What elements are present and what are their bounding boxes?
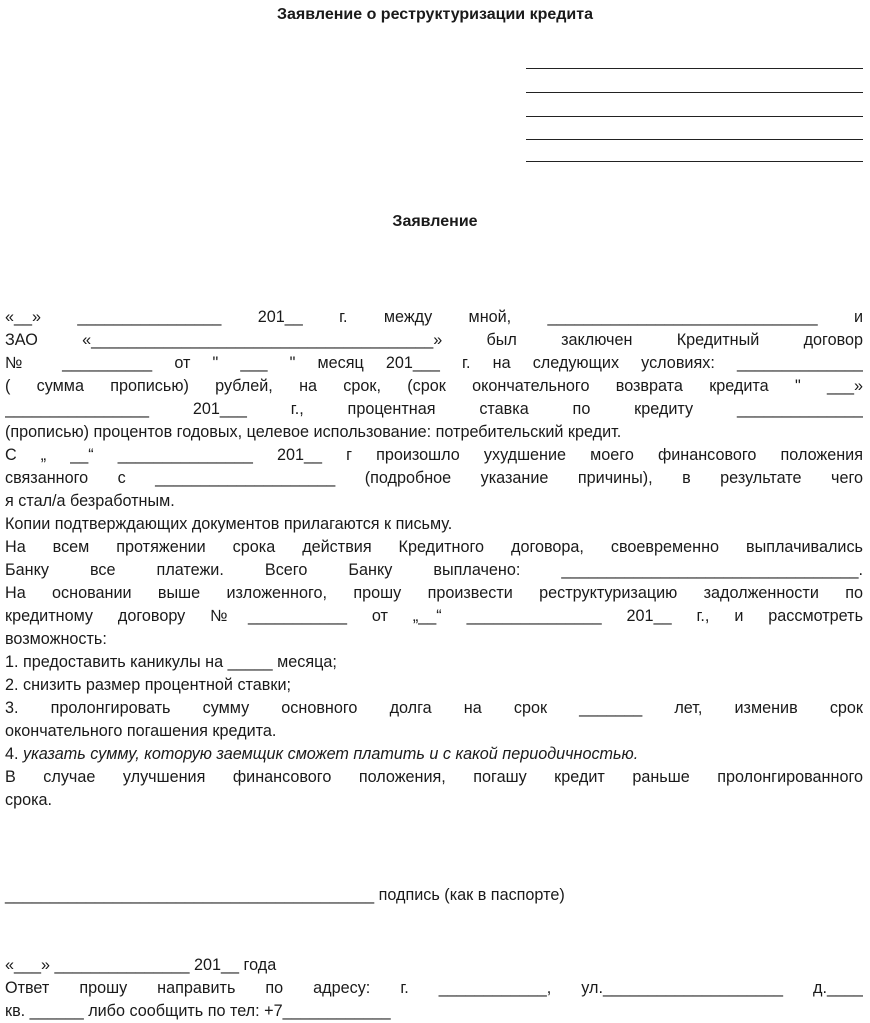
body-line: ( сумма прописью) рублей, на срок, (срок окончательного возврата кредита " ___»	[5, 377, 863, 395]
body-line: 1. предоставить каникулы на _____ месяца;	[5, 653, 337, 671]
body-line: кредитному договору №___________ от „__“ _______________ 201__ г., и рассмотреть	[5, 607, 863, 625]
body-line: ЗАО «______________________________________» был заключен Кредитный договор	[5, 331, 863, 349]
body-line: 2. снизить размер процентной ставки;	[5, 676, 292, 694]
body-line-italic	[5, 743, 863, 766]
phone-line: кв. ______ либо сообщить по тел: +7____________	[5, 1002, 391, 1020]
body-line: С „ __“ _______________ 201__ г произошло ухудшение моего финансового положения	[5, 446, 863, 464]
italic-text: указать сумму, которую заемщик сможет платить и с какой периодичностью.	[23, 745, 639, 763]
body-line: Банку все платежи. Всего Банку выплачено: _________________________________.	[5, 561, 863, 579]
body-line: срока.	[5, 791, 53, 809]
body-line: На основании выше изложенного, прошу произвести реструктуризацию задолженности по	[5, 584, 863, 602]
body-line: В случае улучшения финансового положения, погашу кредит раньше пролонгированного	[5, 768, 863, 786]
body-line: На всем протяжении срока действия Кредитного договора, своевременно выплачивались	[5, 538, 863, 556]
address-line: Ответ прошу направить по адресу: г. ____________, ул.____________________ д.____	[5, 979, 863, 997]
body-line: связанного с ____________________ (подробное указание причины), в результате чего	[5, 469, 863, 487]
body-line: ________________ 201___ г., процентная ставка по кредиту ______________	[5, 400, 863, 418]
body-line: возможность:	[5, 630, 107, 648]
signature-line: _________________________________________ подпись (как в паспорте)	[5, 886, 565, 904]
body-line: «__» ________________ 201__ г. между мной, ______________________________ и	[5, 308, 863, 326]
list-number: 4.	[5, 745, 23, 763]
body-line: № __________ от " ___ " месяц 201___ г. на следующих условиях: ______________	[5, 354, 863, 372]
body-line: окончательного погашения кредита.	[5, 722, 277, 740]
body-line: Копии подтверждающих документов прилагаются к письму.	[5, 515, 453, 533]
body-line: я стал/а безработным.	[5, 492, 175, 510]
body-line: (прописью) процентов годовых, целевое использование: потребительский кредит.	[5, 423, 622, 441]
date-line: «___» _______________ 201__ года	[5, 956, 277, 974]
document-title: Заявление о реструктуризации кредита	[277, 6, 593, 23]
recipient-line-2	[526, 92, 863, 93]
recipient-line-5	[526, 161, 863, 162]
recipient-line-1	[526, 68, 863, 69]
document-heading: Заявление	[392, 213, 478, 230]
body-line: 3. пролонгировать сумму основного долга на срок _______ лет, изменив срок	[5, 699, 863, 717]
recipient-line-3	[526, 116, 863, 117]
document-body	[5, 306, 863, 812]
recipient-line-4	[526, 139, 863, 140]
document-footer	[5, 954, 863, 1023]
